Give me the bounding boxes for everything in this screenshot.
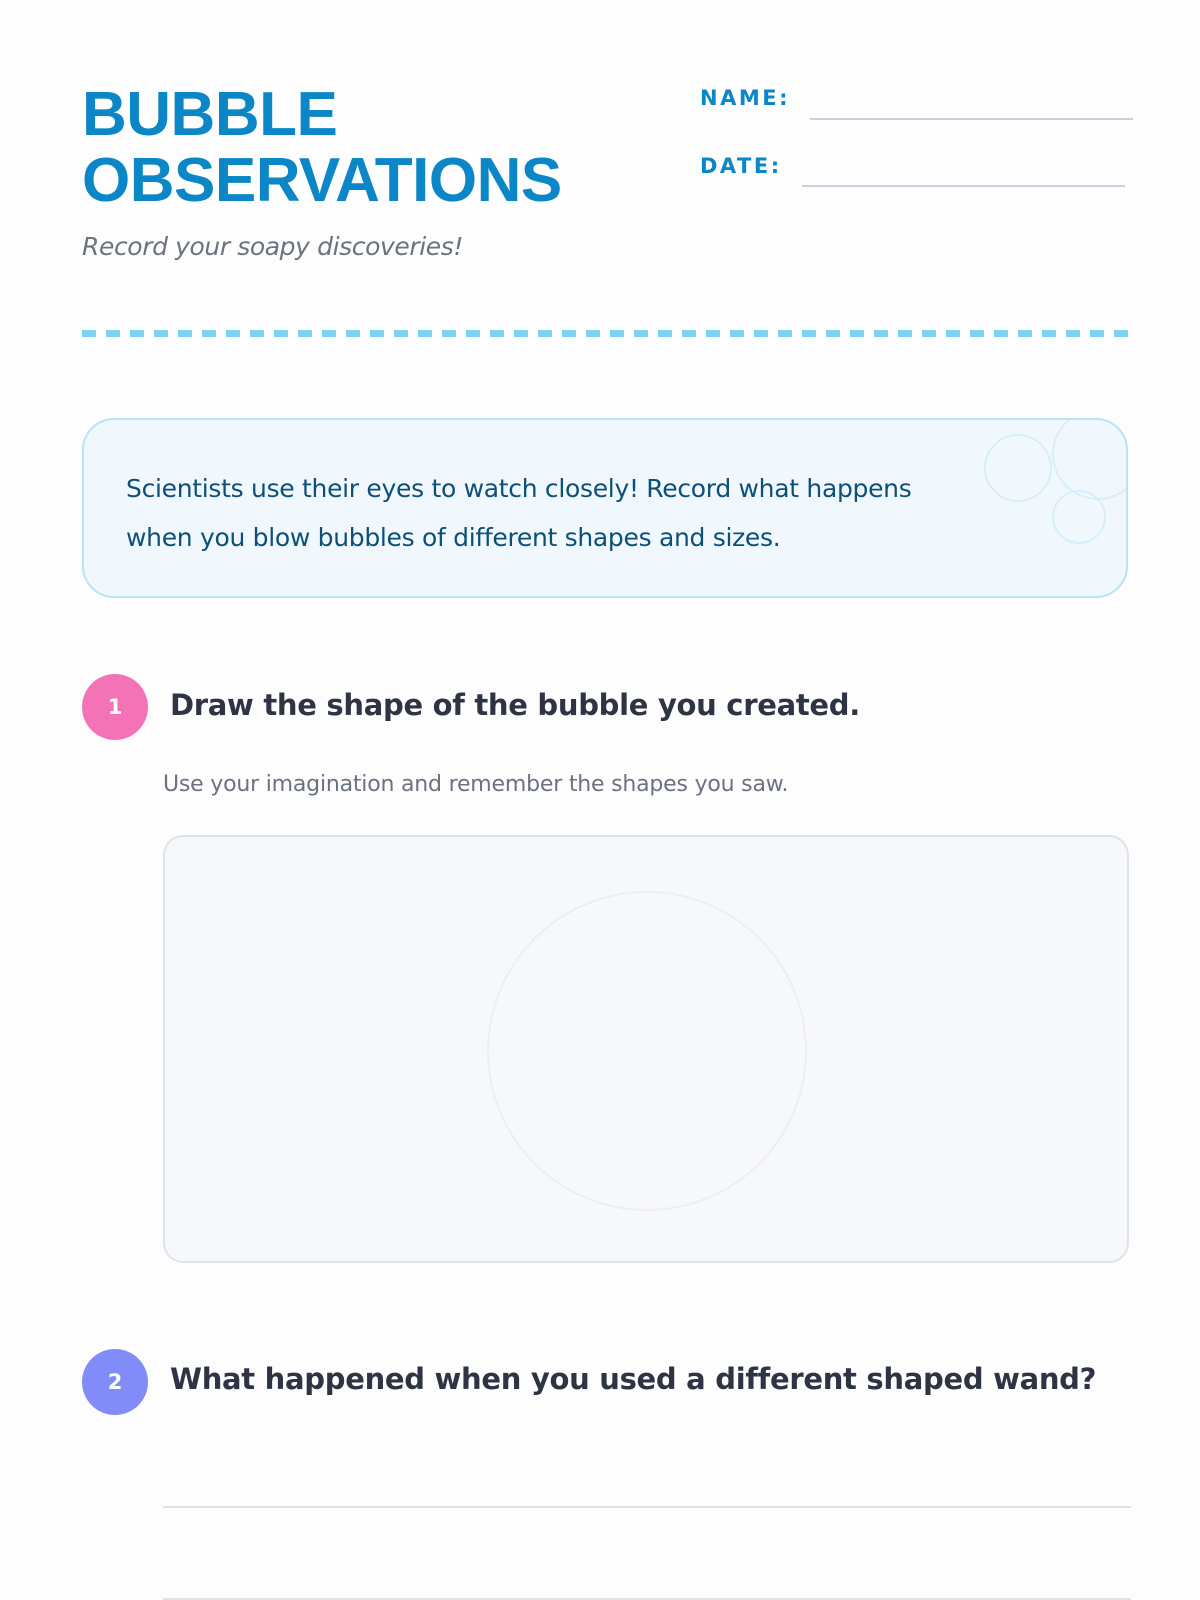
step-2-title: What happened when you used a different shaped wand? xyxy=(170,1362,1097,1396)
worksheet-subtitle: Record your soapy discoveries! xyxy=(82,232,464,261)
step-1-hint: Use your imagination and remember the shapes you saw. xyxy=(163,772,789,797)
drawing-area[interactable] xyxy=(163,835,1129,1263)
intro-callout xyxy=(82,418,1128,598)
date-label: DATE: xyxy=(700,154,782,178)
step-1-title: Draw the shape of the bubble you created. xyxy=(170,688,860,722)
intro-text xyxy=(126,464,1056,562)
step-1-badge: 1 xyxy=(82,674,148,740)
worksheet-title xyxy=(82,82,642,214)
intro-line-2: when you blow bubbles of different shapes and sizes. xyxy=(126,523,781,552)
title-line-1: BUBBLE xyxy=(82,80,338,149)
date-field-line[interactable] xyxy=(802,185,1125,187)
name-field-line[interactable] xyxy=(810,118,1133,120)
answer-line[interactable] xyxy=(163,1506,1131,1508)
bubble-outline-icon xyxy=(487,891,807,1211)
bubble-decoration-icon xyxy=(1052,490,1106,544)
name-label: NAME: xyxy=(700,86,790,110)
bubble-decoration-icon xyxy=(1052,418,1128,500)
title-line-2: OBSERVATIONS xyxy=(82,146,562,215)
step-2-badge: 2 xyxy=(82,1349,148,1415)
dashed-divider xyxy=(82,330,1130,337)
intro-line-1: Scientists use their eyes to watch closely! Record what happens xyxy=(126,474,912,503)
